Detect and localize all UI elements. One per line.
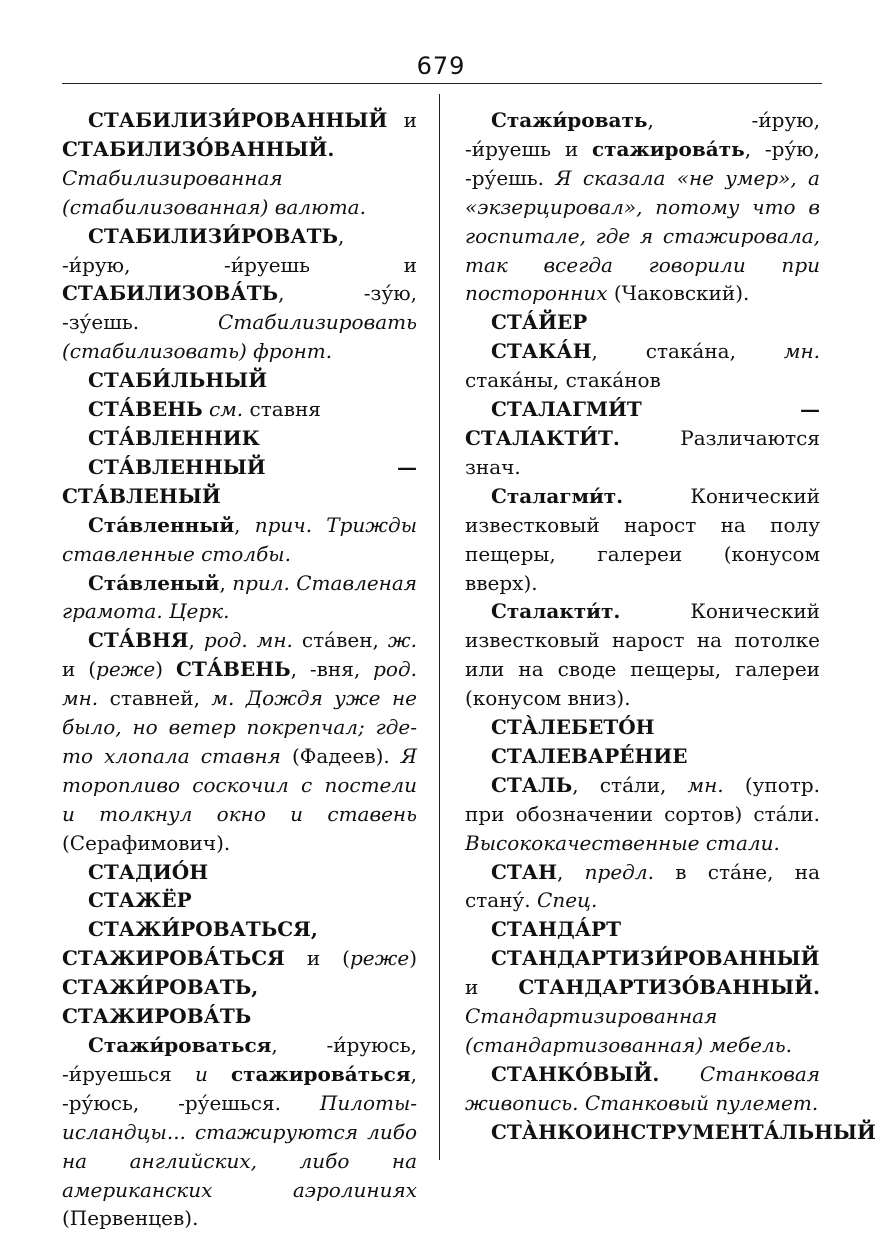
dictionary-entry: СТАКА́Н, стака́на, мн. стака́ны, стака́нов — [465, 339, 820, 393]
dictionary-entry: Ста́вленый, прил. Ставленая грамота. Церк. — [62, 570, 417, 624]
page-number: 679 — [416, 52, 466, 80]
dictionary-entry: СТАБИЛИЗИ́РОВАННЫЙ и СТАБИЛИЗО́ВАННЫЙ. Стабилизированная (стабилизованная) валюта. — [62, 108, 417, 219]
dictionary-entry: Сталагми́т. Конический известковый нарост на полу пещеры, галереи (конусом вверх). — [465, 483, 820, 595]
dictionary-entry: СТАНДА́РТ — [491, 917, 621, 942]
dictionary-entry: СТА́ВНЯ, род. мн. ста́вен, ж. и (реже) СТА́ВЕНЬ, -вня, род. мн. ставней, м. Дождя уже не было, но ветер покрепчал; где-то хлопала ставня (Фадеев). Я торопливо соскочил с постели и толкнул окно и ставень (Серафимович). — [62, 628, 417, 855]
dictionary-entry: СТА́ВЕНЬ см. ставня — [88, 397, 321, 422]
dictionary-entry: Стажи́роваться, -и́руюсь, -и́руешься и стажирова́ться, -ру́юсь, -ру́ешься. Пилоты-исландцы... стажируются либо на английских, либо на американских аэролиниях (Первенцев). — [62, 1033, 417, 1231]
left-column — [62, 106, 417, 1233]
dictionary-entry: СТА́ЙЕР — [491, 310, 588, 335]
dictionary-entry: СТАЛЬ, ста́ли, мн. (употр. при обозначении сортов) ста́ли. Высококачественные стали. — [465, 772, 820, 855]
dictionary-entry: СТАЛАГМИ́Т — СТАЛАКТИ́Т. Различаются знач. — [465, 397, 820, 479]
dictionary-entry: СТА̀ЛЕБЕТО́Н — [491, 715, 655, 740]
dictionary-entry: СТА́ВЛЕННЫЙ — СТА́ВЛЕНЫЙ — [62, 454, 417, 508]
dictionary-entry: СТАЖИ́РОВАТЬСЯ, СТАЖИРОВА́ТЬСЯ и (реже) СТАЖИ́РОВАТЬ, СТАЖИРОВА́ТЬ — [62, 917, 417, 1029]
dictionary-entry: СТА́ВЛЕННИК — [88, 425, 260, 450]
dictionary-entry: СТАЛЕВАРЕ́НИЕ — [491, 743, 688, 768]
dictionary-entry: СТАДИО́Н — [88, 859, 209, 884]
dictionary-entry: СТАНДАРТИЗИ́РОВАННЫЙ и СТАНДАРТИЗО́ВАННЫЙ. Стандартизированная (стандартизованная) мебель. — [465, 946, 820, 1057]
column-divider — [439, 94, 440, 1160]
dictionary-entry: Стажи́ровать, -и́рую, -и́руешь и стажирова́ть, -ру́ю, -ру́ешь. Я сказала «не умер», а «экзерцировал», потому что в госпитале, где я стажировала, так всегда говорили при посторонних (Чаковский). — [465, 108, 820, 306]
dictionary-entry: СТАН, предл. в ста́не, на стану́. Спец. — [465, 859, 820, 913]
header-rule — [62, 83, 822, 84]
dictionary-entry: СТА̀НКОИНСТРУМЕНТА́ЛЬНЫЙ — [491, 1119, 876, 1144]
dictionary-entry: СТАБИЛИЗИ́РОВАТЬ, -и́рую, -и́руешь и СТАБИЛИЗОВА́ТЬ, -зу́ю, -зу́ешь. Стабилизировать (стабилизовать) фронт. — [62, 223, 417, 364]
dictionary-entry: Сталакти́т. Конический известковый нарост на потолке или на своде пещеры, галереи (конусом вниз). — [465, 599, 820, 711]
right-column — [465, 106, 876, 1147]
dictionary-entry: СТАЖЁР — [88, 888, 192, 913]
dictionary-entry: СТАНКО́ВЫЙ. Станковая живопись. Станковый пулемет. — [465, 1061, 820, 1115]
dictionary-entry: Ста́вленный, прич. Трижды ставленные столбы. — [62, 512, 417, 566]
dictionary-entry: СТАБИ́ЛЬНЫЙ — [88, 368, 268, 393]
